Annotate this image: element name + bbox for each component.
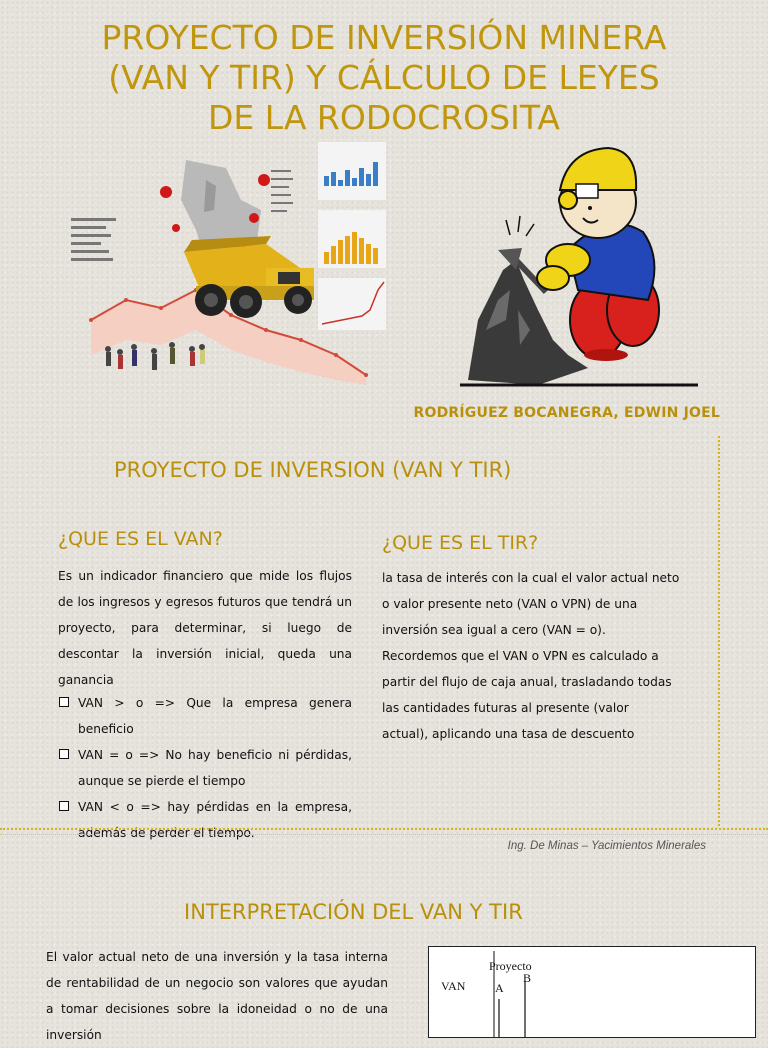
title-line-2: (VAN Y TIR) Y CÁLCULO DE LEYES bbox=[108, 58, 660, 97]
list-item bbox=[58, 794, 352, 846]
map-marker bbox=[160, 186, 172, 198]
map-marker bbox=[249, 213, 259, 223]
dotted-horizontal-rule bbox=[0, 828, 768, 830]
title-line-1: PROYECTO DE INVERSIÓN MINERA bbox=[101, 18, 667, 57]
map-marker bbox=[258, 174, 270, 186]
dump-truck-icon bbox=[184, 236, 314, 318]
mini-bar-chart bbox=[318, 142, 386, 200]
mini-bar-chart bbox=[318, 210, 386, 268]
people-figures bbox=[105, 342, 205, 370]
van-description: Es un indicador financiero que mide los flujos de los ingresos y egresos futuros que tendrá un proyecto, para determinar, si luego de descontar la inversión inicial, queda una ganancia bbox=[58, 569, 352, 687]
checkbox-bullet-icon bbox=[59, 749, 69, 759]
dotted-vertical-rule bbox=[718, 436, 720, 826]
page-title bbox=[0, 18, 768, 138]
section-title-interpretacion: INTERPRETACIÓN DEL VAN Y TIR bbox=[184, 900, 523, 924]
graph-y-label: VAN bbox=[441, 979, 466, 993]
van-heading: ¿QUE ES EL VAN? bbox=[58, 528, 223, 550]
graph-series-b-label: B bbox=[523, 971, 532, 985]
section-title-inversion: PROYECTO DE INVERSION (VAN Y TIR) bbox=[114, 458, 512, 482]
graph-legend-label: Proyecto bbox=[489, 959, 532, 973]
tir-line: o valor presente neto (VAN o VPN) de una bbox=[382, 597, 638, 611]
list-item bbox=[58, 690, 352, 742]
tir-line: inversión sea igual a cero (VAN = o). bbox=[382, 623, 606, 637]
author-name: RODRÍGUEZ BOCANEGRA, EDWIN JOEL bbox=[413, 405, 720, 421]
title-line-3: DE LA RODOCROSITA bbox=[207, 98, 561, 137]
list-item bbox=[58, 742, 352, 794]
tir-line: partir del flujo de caja anual, trasladando todas bbox=[382, 675, 672, 689]
graph-series-a-label: A bbox=[495, 981, 504, 995]
checkbox-bullet-icon bbox=[59, 697, 69, 707]
list-item-text: VAN = o => No hay beneficio ni pérdidas, aunque se pierde el tiempo bbox=[78, 748, 352, 788]
mining-infographic-image bbox=[66, 140, 386, 390]
miner-cartoon-image bbox=[458, 140, 703, 390]
tir-description bbox=[382, 565, 702, 747]
tir-line: la tasa de interés con la cual el valor actual neto bbox=[382, 571, 680, 585]
van-criteria-list bbox=[58, 690, 352, 846]
tir-line: Recordemos que el VAN o VPN es calculado a bbox=[382, 649, 659, 663]
tir-line: actual), aplicando una tasa de descuento bbox=[382, 727, 635, 741]
footer-caption: Ing. De Minas – Yacimientos Minerales bbox=[507, 840, 706, 852]
tir-line: las cantidades futuras al presente (valor bbox=[382, 701, 629, 715]
mini-line-chart bbox=[318, 278, 386, 330]
list-item-text: VAN > o => Que la empresa genera beneficio bbox=[78, 696, 352, 736]
tir-heading: ¿QUE ES EL TIR? bbox=[382, 532, 539, 554]
dotted-horizontal-rule-secondary bbox=[0, 834, 768, 835]
interpretation-text: El valor actual neto de una inversión y la tasa interna de rentabilidad de un negocio son valores que ayudan a tomar decisiones sobre la idoneidad o no de una inversión bbox=[46, 950, 388, 1042]
checkbox-bullet-icon bbox=[59, 801, 69, 811]
van-graph-figure bbox=[428, 946, 756, 1038]
list-item-text: VAN < o => hay pérdidas en la empresa, además de perder el tiempo. bbox=[78, 800, 352, 840]
